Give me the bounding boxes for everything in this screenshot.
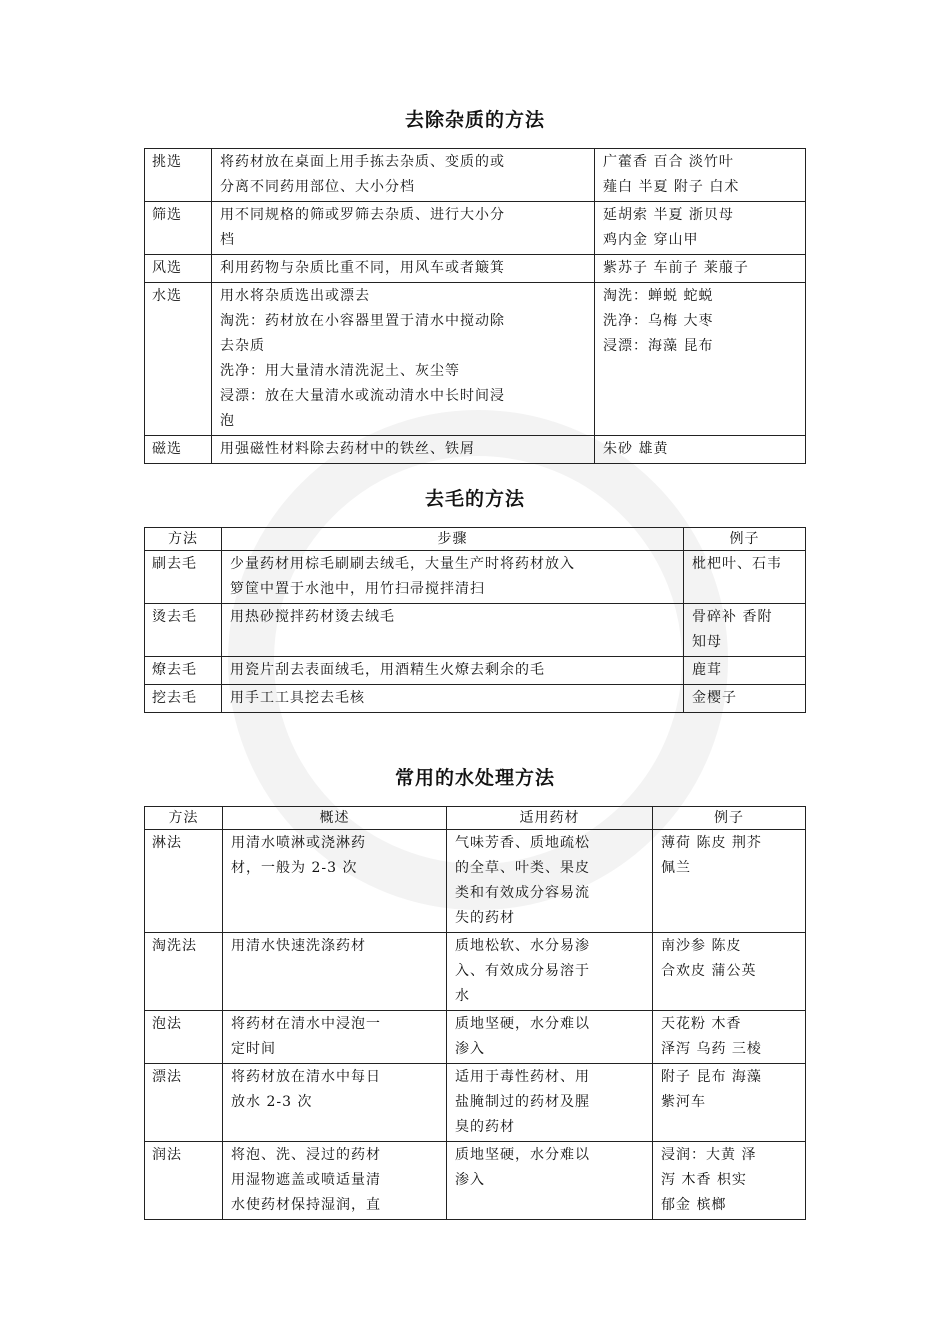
- header-examples: 例子: [684, 528, 806, 551]
- examples-cell: [653, 1064, 806, 1142]
- description-cell-line: 洗净：用大量清水清洗泥土、灰尘等: [220, 363, 460, 379]
- examples-cell-line: 浸润：大黄 泽: [661, 1147, 757, 1163]
- examples-cell-line: 洗净：乌梅 大枣: [603, 313, 714, 329]
- examples-cell-line: 南沙参 陈皮: [661, 938, 742, 954]
- examples-cell: [595, 149, 806, 202]
- description-cell-line: 用强磁性材料除去药材中的铁丝、铁屑: [220, 441, 475, 457]
- examples-cell: [653, 933, 806, 1011]
- table-row: [145, 933, 806, 1011]
- header-method: 方法: [145, 807, 223, 830]
- description-cell-line: 用不同规格的筛或罗筛去杂质、进行大小分: [220, 207, 505, 223]
- examples-cell-line: 骨碎补 香附: [692, 609, 773, 625]
- table-row: [145, 202, 806, 255]
- applicable-cell: [447, 830, 653, 933]
- overview-cell-line: 放水 2-3 次: [231, 1094, 313, 1110]
- description-cell-line: 泡: [220, 413, 235, 429]
- method-cell: 筛选: [145, 202, 212, 255]
- examples-cell-line: 知母: [692, 634, 722, 650]
- hair-removal-table: [144, 527, 806, 713]
- examples-cell-line: 鹿茸: [692, 662, 722, 678]
- applicable-cell: [447, 1142, 653, 1220]
- steps-cell: [222, 604, 684, 657]
- overview-cell-line: 用清水快速洗涤药材: [231, 938, 366, 954]
- applicable-cell-line: 渗入: [455, 1172, 485, 1188]
- table-row: [145, 604, 806, 657]
- description-cell-line: 将药材放在桌面上用手拣去杂质、变质的或: [220, 154, 505, 170]
- description-cell-line: 用水将杂质选出或漂去: [220, 288, 370, 304]
- applicable-cell-line: 失的药材: [455, 910, 515, 926]
- examples-cell-line: 鸡内金 穿山甲: [603, 232, 699, 248]
- table-row: [145, 685, 806, 713]
- method-cell: 泡法: [145, 1011, 223, 1064]
- examples-cell-line: 泽泻 乌药 三棱: [661, 1041, 762, 1057]
- examples-cell: [595, 283, 806, 436]
- impurity-removal-table: [144, 148, 806, 464]
- method-cell: 漂法: [145, 1064, 223, 1142]
- examples-cell-line: 广藿香 百合 淡竹叶: [603, 154, 734, 170]
- applicable-cell-line: 质地松软、水分易渗: [455, 938, 590, 954]
- examples-cell-line: 枇杷叶、石韦: [692, 556, 782, 572]
- method-cell: 磁选: [145, 436, 212, 464]
- header-applicable: 适用药材: [447, 807, 653, 830]
- examples-cell: [684, 657, 806, 685]
- applicable-cell-line: 盐腌制过的药材及腥: [455, 1094, 590, 1110]
- overview-cell-line: 将药材放在清水中每日: [231, 1069, 381, 1085]
- examples-cell: [653, 1011, 806, 1064]
- overview-cell-line: 定时间: [231, 1041, 276, 1057]
- examples-cell: [595, 202, 806, 255]
- steps-cell-line: 用瓷片刮去表面绒毛，用酒精生火燎去剩余的毛: [230, 662, 545, 678]
- examples-cell-line: 延胡索 半夏 浙贝母: [603, 207, 734, 223]
- table-row: [145, 1011, 806, 1064]
- steps-cell-line: 用手工工具挖去毛核: [230, 690, 365, 706]
- table-header-row: [145, 807, 806, 830]
- overview-cell-line: 将泡、洗、浸过的药材: [231, 1147, 381, 1163]
- method-cell: 刷去毛: [145, 551, 222, 604]
- overview-cell-line: 用湿物遮盖或喷适量清: [231, 1172, 381, 1188]
- method-cell: 淘洗法: [145, 933, 223, 1011]
- examples-cell-line: 合欢皮 蒲公英: [661, 963, 757, 979]
- description-cell-line: 档: [220, 232, 235, 248]
- section-title-water-treatment: 常用的水处理方法: [394, 767, 555, 789]
- description-cell: [212, 283, 595, 436]
- method-cell: 淋法: [145, 830, 223, 933]
- examples-cell: [595, 255, 806, 283]
- examples-cell-line: 附子 昆布 海藻: [661, 1069, 762, 1085]
- table-row: [145, 149, 806, 202]
- header-examples: 例子: [653, 807, 806, 830]
- examples-cell-line: 淘洗：蝉蜕 蛇蜕: [603, 288, 714, 304]
- examples-cell-line: 薄荷 陈皮 荆芥: [661, 835, 762, 851]
- applicable-cell-line: 的全草、叶类、果皮: [455, 860, 590, 876]
- table-header-row: [145, 528, 806, 551]
- overview-cell-line: 将药材在清水中浸泡一: [231, 1016, 381, 1032]
- examples-cell: [653, 1142, 806, 1220]
- steps-cell: [222, 657, 684, 685]
- examples-cell-line: 浸漂：海藻 昆布: [603, 338, 714, 354]
- method-cell: 风选: [145, 255, 212, 283]
- examples-cell-line: 佩兰: [661, 860, 691, 876]
- overview-cell-line: 水使药材保持湿润，直: [231, 1197, 381, 1213]
- applicable-cell-line: 气味芳香、质地疏松: [455, 835, 590, 851]
- overview-cell: [223, 1011, 447, 1064]
- section-title-impurity-removal: 去除杂质的方法: [404, 109, 545, 131]
- description-cell-line: 利用药物与杂质比重不同，用风车或者簸箕: [220, 260, 505, 276]
- method-cell: 挖去毛: [145, 685, 222, 713]
- water-treatment-table: [144, 806, 806, 1220]
- table-row: [145, 830, 806, 933]
- overview-cell-line: 材，一般为 2-3 次: [231, 860, 358, 876]
- table-row: [145, 1142, 806, 1220]
- examples-cell-line: 金樱子: [692, 690, 737, 706]
- applicable-cell-line: 适用于毒性药材、用: [455, 1069, 590, 1085]
- examples-cell-line: 紫河车: [661, 1094, 706, 1110]
- description-cell: [212, 149, 595, 202]
- section-title-hair-removal: 去毛的方法: [424, 488, 525, 510]
- table-row: [145, 283, 806, 436]
- method-cell: 润法: [145, 1142, 223, 1220]
- table-row: [145, 255, 806, 283]
- applicable-cell-line: 入、有效成分易溶于: [455, 963, 590, 979]
- examples-cell: [684, 685, 806, 713]
- examples-cell: [684, 551, 806, 604]
- examples-cell-line: 郁金 槟榔: [661, 1197, 727, 1213]
- overview-cell: [223, 1142, 447, 1220]
- method-cell: 烫去毛: [145, 604, 222, 657]
- description-cell: [212, 202, 595, 255]
- description-cell-line: 淘洗：药材放在小容器里置于清水中搅动除: [220, 313, 505, 329]
- overview-cell: [223, 933, 447, 1011]
- description-cell-line: 浸漂：放在大量清水或流动清水中长时间浸: [220, 388, 505, 404]
- overview-cell-line: 用清水喷淋或浇淋药: [231, 835, 366, 851]
- examples-cell-line: 朱砂 雄黄: [603, 441, 669, 457]
- steps-cell: [222, 551, 684, 604]
- examples-cell-line: 紫苏子 车前子 莱菔子: [603, 260, 749, 276]
- table-row: [145, 551, 806, 604]
- examples-cell-line: 泻 木香 枳实: [661, 1172, 747, 1188]
- overview-cell: [223, 830, 447, 933]
- description-cell-line: 分离不同药用部位、大小分档: [220, 179, 415, 195]
- header-method: 方法: [145, 528, 222, 551]
- applicable-cell: [447, 1064, 653, 1142]
- table-row: [145, 1064, 806, 1142]
- steps-cell-line: 用热砂搅拌药材烫去绒毛: [230, 609, 395, 625]
- examples-cell: [653, 830, 806, 933]
- description-cell-line: 去杂质: [220, 338, 265, 354]
- applicable-cell-line: 质地坚硬，水分难以: [455, 1016, 590, 1032]
- applicable-cell: [447, 1011, 653, 1064]
- method-cell: 水选: [145, 283, 212, 436]
- header-overview: 概述: [223, 807, 447, 830]
- method-cell: 挑选: [145, 149, 212, 202]
- applicable-cell: [447, 933, 653, 1011]
- steps-cell: [222, 685, 684, 713]
- applicable-cell-line: 渗入: [455, 1041, 485, 1057]
- applicable-cell-line: 水: [455, 988, 470, 1004]
- overview-cell: [223, 1064, 447, 1142]
- description-cell: [212, 255, 595, 283]
- table-row: [145, 657, 806, 685]
- examples-cell-line: 薤白 半夏 附子 白术: [603, 179, 740, 195]
- table-row: [145, 436, 806, 464]
- description-cell: [212, 436, 595, 464]
- header-steps: 步骤: [222, 528, 684, 551]
- applicable-cell-line: 臭的药材: [455, 1119, 515, 1135]
- applicable-cell-line: 类和有效成分容易流: [455, 885, 590, 901]
- examples-cell-line: 天花粉 木香: [661, 1016, 742, 1032]
- steps-cell-line: 箩筐中置于水池中，用竹扫帚搅拌清扫: [230, 581, 485, 597]
- steps-cell-line: 少量药材用棕毛刷刷去绒毛，大量生产时将药材放入: [230, 556, 575, 572]
- applicable-cell-line: 质地坚硬，水分难以: [455, 1147, 590, 1163]
- examples-cell: [684, 604, 806, 657]
- method-cell: 燎去毛: [145, 657, 222, 685]
- examples-cell: [595, 436, 806, 464]
